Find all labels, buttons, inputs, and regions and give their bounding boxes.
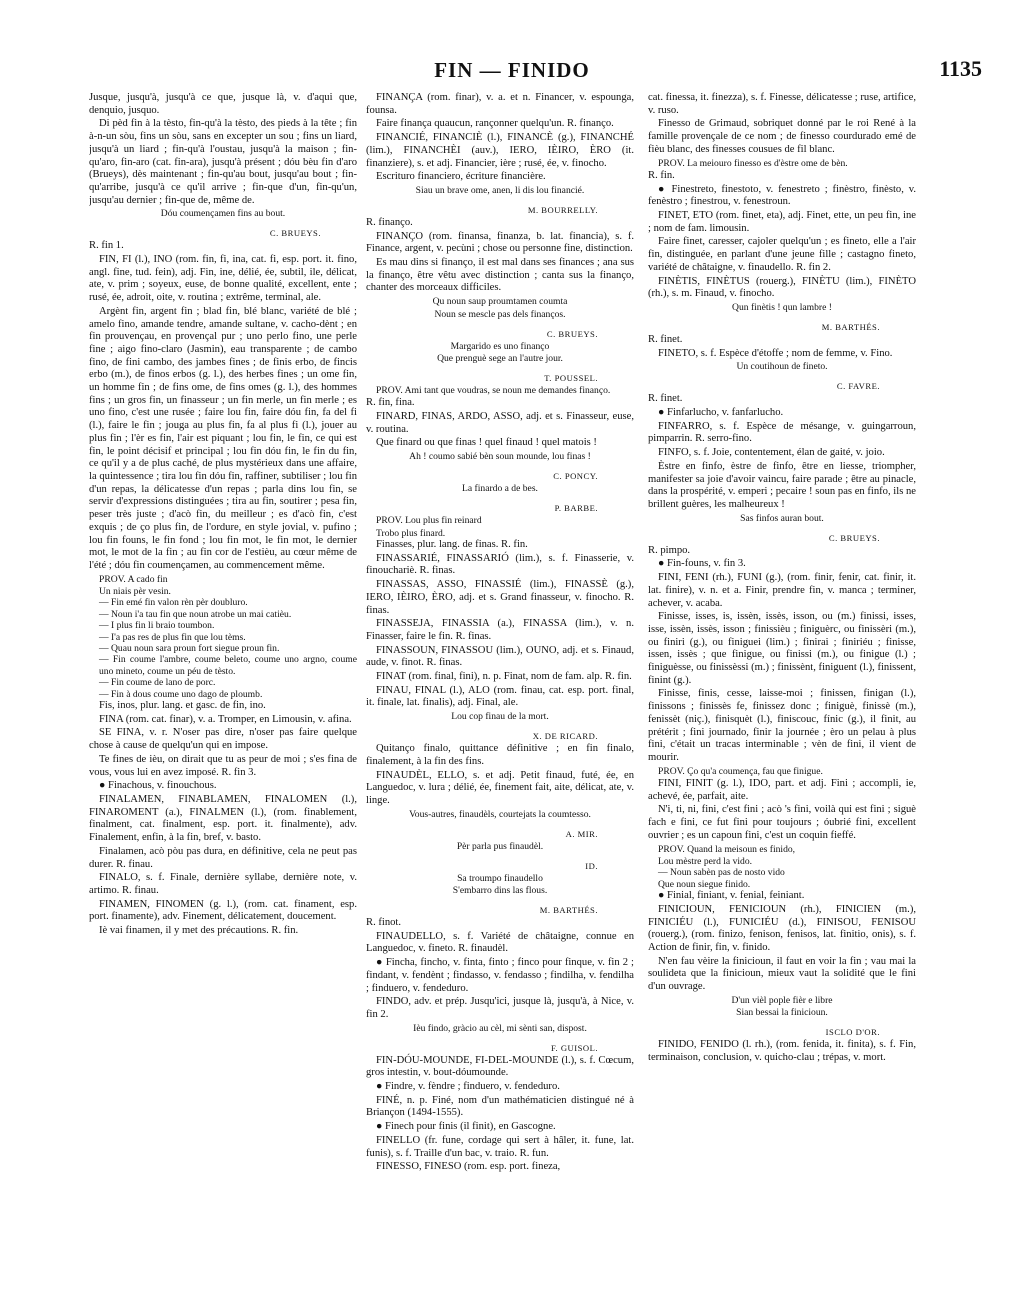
proverb-line: — I'a pas res de plus fin que lou tèms.: [99, 631, 246, 643]
proverb-line: Que noun siegue finido.: [658, 878, 751, 890]
proverb-line: — Fin à dous coume uno dago de ploumb.: [99, 688, 263, 700]
dictionary-entry: FINFO, s. f. Joie, contentement, élan de gaité, v. joio.: [658, 447, 885, 459]
dictionary-entry: ● Fin-founs, v. fin 3.: [658, 558, 746, 570]
proverb-line: — Fin coume de lano de porc.: [99, 677, 216, 689]
dictionary-entry: ● Finial, finiant, v. fenial, feiniant.: [658, 890, 805, 902]
dictionary-entry: FINI, FINIT (g. l.), IDO, part. et adj. Fini ; accompli, ie, achevé, ée, parfait, aite.: [648, 778, 916, 802]
dictionary-entry: FINANCIÉ, FINANCIÈ (l.), FINANCÈ (g.), FINANCHÉ (lim.), FINANCHÈI (auv.), IERO, IÈIRO, ÈRO (it. finanziere), s. et adj. Financier, ière ; rusé, ée, v. finocho.: [366, 132, 634, 169]
dictionary-entry: R. finet.: [648, 333, 683, 345]
quote-attribution: X. DE RICARD.: [532, 731, 598, 742]
dictionary-entry: FINICIOUN, FENICIOUN (rh.), FINICIEN (m.), FINICIÉU (l.), FUNICIÉU (d.), FINISOU, FENISOU (rouerg.), (rom. finizo, fenison, fenisos, lat. finitio, onis), s. f. Action de finir, fin, v. finido.: [648, 903, 916, 953]
quote-attribution: C. BRUEYS.: [828, 532, 880, 543]
quote-attribution: M. BOURRELLY.: [527, 204, 598, 215]
verse-quote: Ah ! coumo sabié bèn soun mounde, lou finas !: [409, 451, 591, 463]
dictionary-entry: FINÈTIS, FINÈTUS (rouerg.), FINÈTU (lim.), FINÈTO (rh.), s. m. Finaud, v. finocho.: [648, 275, 916, 300]
dictionary-entry: FINIDO, FENIDO (l. rh.), (rom. fenida, it. finita), s. f. Fin, terminaison, conclusion, v. quicho-clau ; trépas, v. mort.: [648, 1039, 916, 1063]
proverb-line: — Fin coume l'ambre, coume beleto, coume uno argno, coume uno mineto, coume un péu de tèsto.: [99, 654, 357, 677]
dictionary-entry: FINARD, FINAS, ARDO, ASSO, adj. et s. Finasseur, euse, v. routina.: [366, 411, 634, 435]
dictionary-entry: Finesso de Grimaud, sobriquet donné par le roi René à la famille provençale de ce nom ; de finesso courdurado emé de fièu blanc, des finesses cousues de fil blanc.: [648, 118, 916, 155]
proverb: PROV. Lou plus fin reinard: [376, 515, 482, 527]
dictionary-entry: FINANÇA (rom. finar), v. a. et n. Financer, v. espounga, founsa.: [366, 92, 634, 116]
dictionary-entry: ● Finestreto, finestoto, v. fenestreto ; finèstro, finèsto, v. fenèstro ; finestrou, v. fenestroun.: [648, 183, 916, 208]
dictionary-entry: FINANÇO (rom. finansa, finanza, b. lat. financia), s. f. Finance, argent, v. pecùni ; chose ou personne fine, distinction.: [366, 230, 634, 255]
dictionary-entry: FINAMEN, FINOMEN (g. l.), (rom. cat. finament, esp. port. finamente), adv. Finement, délicatement, doucement.: [89, 898, 357, 923]
proverb-line: Un niais pèr vesin.: [99, 586, 171, 598]
verse-quote: Noun se mescle pas dels finanços.: [434, 308, 566, 320]
verse-quote: Vous-autres, finaudèls, courtejats la coumtesso.: [409, 808, 591, 820]
dictionary-entry: R. fin 1.: [89, 240, 124, 252]
quote-attribution: C. BRUEYS.: [269, 228, 321, 239]
dictionary-entry: ● Finech pour finis (il finit), en Gascogne.: [376, 1121, 556, 1133]
proverb-line: Lou mèstre perd la vido.: [658, 855, 753, 867]
dictionary-entry: R. pimpo.: [648, 544, 691, 556]
verse-quote: Dóu coumençamen fins au bout.: [160, 208, 286, 220]
proverb: PROV. Ami tant que voudras, se noun me demandes finanço.: [376, 384, 611, 396]
dictionary-entry: Iè vai finamen, il y met des précautions. R. fin.: [99, 925, 299, 937]
dictionary-entry: FINDO, adv. et prép. Jusqu'ici, jusque là, jusqu'à, à Nice, v. fin 2.: [366, 996, 634, 1020]
dictionary-entry: FINAUDELLO, s. f. Variété de châtaigne, connue en Languedoc, v. fineto. R. finaudèl.: [366, 930, 634, 955]
dictionary-entry: FINA (rom. cat. finar), v. a. Tromper, en Limousin, v. afina.: [99, 713, 352, 725]
dictionary-entry: R. fin, fina.: [366, 397, 415, 409]
quote-attribution: A. MIR.: [565, 828, 598, 839]
dictionary-entry: ● Finachous, v. finouchous.: [99, 780, 217, 792]
proverb-line: Trobo plus finard.: [376, 527, 446, 539]
verse-quote: Siau un brave ome, anen, li dis lou financié.: [415, 184, 585, 196]
dictionary-entry: R. fin.: [648, 169, 675, 181]
verse-quote: Sian bessai la finicioun.: [736, 1007, 828, 1019]
dictionary-entry: FINALAMEN, FINABLAMEN, FINALOMEN (l.), FINAROMENT (a.), FINALMEN (l.), (rom. finablement, finalment, cat. finalment, esp. port. it. finalmente), adv. Finalement, enfin, à la fin, bref, v. basto.: [89, 794, 357, 844]
verse-quote: Margarido es uno finanço: [450, 340, 550, 352]
quote-attribution: ID.: [585, 860, 598, 871]
dictionary-entry: FINASSEJA, FINASSIA (a.), FINASSA (lim.), v. n. Finasser, faire le fin. R. finas.: [366, 618, 634, 642]
dictionary-entry: FINETO, s. f. Espèce d'étoffe ; nom de femme, v. Fino.: [658, 347, 893, 359]
dictionary-entry: FINI, FENI (rh.), FUNI (g.), (rom. finir, fenir, cat. finir, it. lat. finire), v. n. et a. Finir, prendre fin, v. manca ; terminer, achever, v. acaba.: [648, 572, 916, 609]
dictionary-entry: Èstre en finfo, èstre de finfo, être en liesse, triompher, manifester sa joie d'avoir vaincu, faire parade ; être au pinacle, dans la prospérité, v. emperi ; pecaire ! soun pas en finfo, ils ne brillent guères, les malheureux !: [648, 460, 916, 510]
verse-quote: Pèr parla pus finaudèl.: [456, 840, 544, 852]
dictionary-entry: FINASSOUN, FINASSOU (lim.), OUNO, adj. et s. Finaud, aude, v. finot. R. finas.: [366, 644, 634, 669]
dictionary-entry: Fis, inos, plur. lang. et gasc. de fin, ino.: [99, 700, 266, 712]
dictionary-entry: Finalamen, acò pòu pas dura, en définitive, cela ne peut pas durer. R. finau.: [89, 845, 357, 870]
verse-quote: Un coutihoun de fineto.: [736, 361, 828, 373]
dictionary-entry: N'i, ti, ni, fini, c'est fini ; acò 's fini, voilà qui est fini ; siguè fach e fini, ce fut fini pour toujours ; óubrié fini, excellent ouvrier ; es un capoun fini, c'est un coquin fieffé.: [648, 804, 916, 841]
quote-attribution: ISCLO D'OR.: [825, 1027, 880, 1038]
dictionary-entry: FINÉ, n. p. Finé, nom d'un mathématicien distingué né à Briançon (1494-1555).: [366, 1094, 634, 1119]
quote-attribution: C. BRUEYS.: [546, 328, 598, 339]
column-left: [89, 92, 357, 1287]
page-header: [0, 58, 1024, 88]
verse-quote: S'embarro dins las flous.: [452, 885, 548, 897]
dictionary-entry: Finisse, finis, cesse, laisse-moi ; finissen, finigan (l.), finissons ; finissès fe, finissez donc ; finiguè, finissè (m.), fenissèt (niç.), finisquèt (l.), finiscouc, fínic (g.), il finit, au prétérit ; fini journado, finir la journée ; èro un pelau à plus fini, c'était un tracas interminable ; vèn de fini, il vient de mourir.: [648, 688, 916, 763]
dictionary-entry: R. finet.: [648, 393, 683, 405]
dictionary-entry: Escrituro financiero, écriture financière.: [376, 171, 546, 183]
dictionary-entry: FIN-DÓU-MOUNDE, FI-DEL-MOUNDE (l.), s. f. Cœcum, gros intestin, v. bout-dóumounde.: [366, 1054, 634, 1079]
dictionary-entry: Finasses, plur. lang. de finas. R. fin.: [376, 538, 528, 550]
verse-quote: Sas finfos auran bout.: [740, 512, 824, 524]
dictionary-entry: FINAUDÈL, ELLO, s. et adj. Petit finaud, futé, ée, en Languedoc, v. lura ; délié, ée, finement fait, aite, délicat, ate, v. linge.: [366, 769, 634, 806]
quote-attribution: M. BARTHÉS.: [539, 905, 598, 916]
verse-quote: Qu noun saup proumtamen coumta: [432, 296, 568, 308]
verse-quote: La finardo a de bes.: [462, 483, 538, 495]
dictionary-entry: SE FINA, v. r. N'oser pas dire, n'oser pas faire quelque chose à cause de quelqu'un qui en impose.: [89, 727, 357, 752]
dictionary-entry: Jusque, jusqu'à, jusqu'à ce que, jusque là, v. d'aqui que, denquio, jusquo.: [89, 92, 357, 116]
quote-attribution: T. POUSSEL.: [544, 372, 598, 383]
dictionary-entry: Es mau dins si finanço, il est mal dans ses finances ; ana sus la finanço, être vêtu avec distinction ; canta sus la finanço, chanter des morceaux difficiles.: [366, 257, 634, 294]
dictionary-entry: N'en fau vèire la finicioun, il faut en voir la fin ; vau mai la soulideta que la finicioun, mieux vaut la solidité que le fini d'un ouvrage.: [648, 955, 916, 993]
dictionary-entry: ● Fincha, fincho, v. finta, finto ; finco pour finque, v. fin 2 ; findant, v. fendènt ; findasso, v. fendasso ; findilha, v. fendilha ; finduero, v. fendeduro.: [366, 957, 634, 994]
dictionary-entry: R. finanço.: [366, 216, 413, 228]
verse-quote: Que prenguè sege an l'autre jour.: [437, 352, 563, 364]
page-number: 1135: [939, 56, 982, 81]
verse-quote: D'un vièl pople fièr e libre: [731, 994, 833, 1006]
proverb-line: — Noun sabèn pas de nosto vido: [658, 867, 785, 879]
verse-quote: Lou cop finau de la mort.: [451, 711, 549, 723]
quote-attribution: F. GUISOL.: [550, 1042, 598, 1053]
quote-attribution: C. PONCY.: [553, 471, 598, 482]
dictionary-entry: R. finot.: [366, 917, 402, 929]
proverb: PROV. Ço qu'a coumença, fau que finigue.: [658, 765, 823, 777]
dictionary-entry: FINASSARIÉ, FINASSARIÓ (lim.), s. f. Finasserie, v. finouchariè. R. finas.: [366, 552, 634, 577]
proverb: PROV. Quand la meisoun es finido,: [658, 843, 796, 855]
dictionary-entry: Argènt fin, argent fin ; blad fin, blé blanc, variété de blé ; amelo fino, amande tendre, amande sultane, v. cacho-dènt ; en fin prouvençau, en provençal pur ; uno perlo fino, une perle fine ; aigo fino-claro (Jasmin), eau transparente ; de cambo fino, de fini cambo, des jambes fines ; de finis erbo, de fincis erbo (m.), de finos erbos (g. l.), des herbes fines ; un ome fin, un homme fin ; de fins ome, de fins omes (g. l.), des hommes fins ; un gros fin, un finasseur ; un fin merle, un fin merle ; es uno fino, c'est une rusée ; faire lou fin, faire dóu fin, fa del fi (l.), faire le fin ; jouga au plus fin, fa al plus fi (l.), jouer au plus fin ; l'èr es fin, l'air est piquant ; lou fin, le fin, ce qui est fin, le point décisif et principal ; lou fin dóu fin, le fin du fin, ce qu'il y a de plus caché, de plus mystérieux dans une affaire, la quintessence ; tira lou fin dóu fin, raffiner, subtiliser ; lou fin d'un repas, la délicatesse d'un repas ; parla dins lou fin, se servir d'expressions distinguées ; tira au fin, soutirer ; pesa fin, peser très juste ; d'acò fin, du meilleur ; es d'acò fin, c'est exquis ; de ço plus fin, de l'ordure, en style jovial, v. pufino ; lou fin founs, le fin fond ; lou fin mot, le fin mot, le dernier mot, le mot de la fin ; au fin cor de l'estièu, au cœur même de l'été ; dóu fin coumençamen, au commencement même.: [89, 305, 357, 571]
verse-quote: Ièu findo, gràcio au cèl, mi sènti san, dispost.: [413, 1022, 587, 1034]
proverb-line: — I plus fin li braio toumbon.: [99, 620, 215, 632]
verse-quote: Qun finètis ! qun lambre !: [732, 301, 832, 313]
quote-attribution: P. BARBE.: [554, 503, 598, 514]
column-middle: [366, 92, 634, 1287]
proverb-line: — Quau noun sara proun fort siegue proun fin.: [99, 643, 280, 655]
dictionary-entry: FINASSAS, ASSO, FINASSIÉ (lim.), FINASSÈ (g.), IERO, IÈIRO, ÈRO, adj. et s. Grand finasseur, v. finocho. R. finas.: [366, 579, 634, 616]
proverb-line: — Fin emé fin valon rèn pèr doubluro.: [99, 597, 248, 609]
dictionary-entry: Finisse, isses, is, issèn, issès, isson, ou (m.) finissi, isses, isse, issèn, issès, isson ; finissièu ; finiguèrc, ou finissèri (m.), ou finiri (g.), ou finiguei (lim.) ; finirai ; finiriéu ; finisse, issen, issès ; que finigue, ou finissi (m.), ou finigue (l.) ; finiguèsse, ou finissèssi (m.) ; finissènt, finiguent (l.), finissent, finint (g.).: [648, 611, 916, 686]
dictionary-entry: Quitanço finalo, quittance définitive ; en fin finalo, finalement, à la fin des fins.: [366, 743, 634, 767]
dictionary-entry: FINALO, s. f. Finale, dernière syllabe, dernière note, v. artimo. R. finau.: [89, 872, 357, 896]
dictionary-entry: FINESSO, FINESO (rom. esp. port. fineza,: [376, 1161, 561, 1173]
column-right: [648, 92, 916, 1287]
proverb: PROV. A cado fin: [99, 573, 168, 585]
quote-attribution: C. FAVRE.: [836, 381, 880, 392]
dictionary-entry: Faire finet, caresser, cajoler quelqu'un ; es fineto, elle a l'air fin, distinguée, en parlant d'une jeune fille ; castagno fineto, variété de châtaigne, v. finaudello. R. fin 2.: [648, 236, 916, 273]
quote-attribution: M. BARTHÉS.: [821, 321, 880, 332]
verse-quote: Sa troumpo finaudello: [457, 872, 543, 884]
running-title: FIN — FINIDO: [434, 58, 590, 82]
proverb-line: — Noun i'a tau fin que noun atrobe un mai catièu.: [99, 608, 292, 620]
dictionary-entry: FINAU, FINAL (l.), ALO (rom. finau, cat. esp. port. final, it. finale, lat. finalis), adj. Final, ale.: [366, 684, 634, 709]
dictionary-entry: FINAT (rom. final, fini), n. p. Finat, nom de fam. alp. R. fin.: [376, 671, 632, 683]
dictionary-entry: ● Findre, v. fèndre ; finduero, v. fendeduro.: [376, 1081, 560, 1093]
proverb: PROV. La meiouro finesso es d'èstre ome de bèn.: [658, 157, 848, 169]
dictionary-entry: FINFARRO, s. f. Espèce de mésange, v. guingarroun, pimparrin. R. serro-fino.: [648, 420, 916, 445]
dictionary-entry: Di pèd fin à la tèsto, fin-qu'à la tèsto, des pieds à la tête ; fin à-n-un sòu, fins un sòu, sans en excepter un sou ; fins un liard, jusqu'à un liard ; fin-qu'à l'oustau, jusqu'à la maison ; fin-qu'aro, fin-aro (cat. fin-ara), jusqu'à présent ; dóu bèu fin d'aro (Brueys), dès maintenant ; fin-qu'au bout, jusqu'au bout ; fin-qu'arribe, jusqu'à ce qu'il arrive ; fin-que d'un, fin-qu'un, jusqu'au dernier ; fin-que de, même de.: [89, 118, 357, 206]
dictionary-entry: FINELLO (fr. fune, cordage qui sert à hâler, it. fune, lat. funis), s. f. Traille d'un bac, v. traio. R. fun.: [366, 1134, 634, 1159]
dictionary-entry: FIN, FI (l.), INO (rom. fin, fi, ina, cat. fi, esp. port. it. fino, angl. fine, tud. fein), adj. Fin, ine, délié, ée, subtil, ile, délicat, ate, v. prim ; soyeux, euse, de bonne qualité, excellent, ente ; rusé, ée, adroit, oite, v. routina ; extrême, terminal, ale.: [89, 254, 357, 304]
dictionary-entry: Te fines de ièu, on dirait que tu as peur de moi ; s'es fina de vous, vous lui en avez imposé. R. fin 3.: [89, 753, 357, 778]
dictionary-entry: cat. finessa, it. finezza), s. f. Finesse, délicatesse ; ruse, artifice, v. ruso.: [648, 92, 916, 116]
dictionary-entry: FINET, ETO (rom. finet, eta), adj. Finet, ette, un peu fin, ine ; nom de fam. limousin.: [648, 210, 916, 234]
dictionary-entry: Que finard ou que finas ! quel finaud ! quel matois !: [376, 437, 597, 449]
dictionary-entry: Faire finança quaucun, rançonner quelqu'un. R. finanço.: [376, 118, 614, 130]
dictionary-entry: ● Finfarlucho, v. fanfarlucho.: [658, 407, 784, 419]
